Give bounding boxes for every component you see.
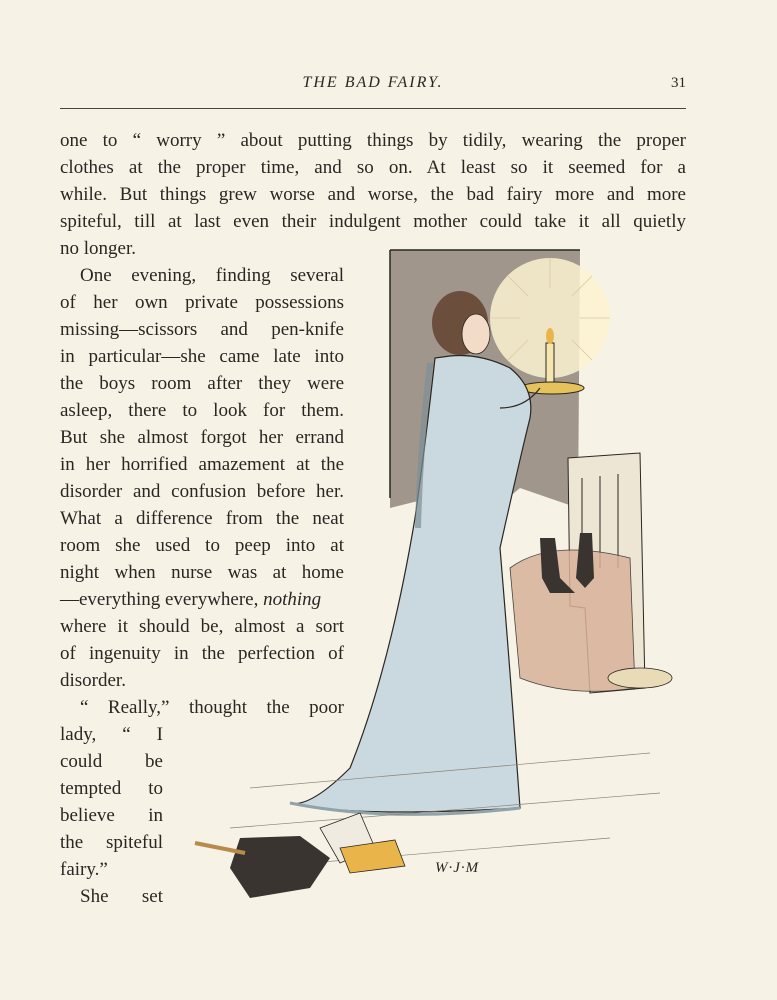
illustration-drawing (190, 248, 680, 923)
text-line: of her own private possessions (60, 292, 344, 313)
text-line: disorder and confusion before her. (60, 481, 344, 502)
candlestick (520, 382, 584, 394)
text-line: the boys room after they were (60, 373, 344, 394)
face (462, 314, 490, 354)
running-title: THE BAD FAIRY. (302, 74, 444, 91)
text-line: the spiteful (60, 832, 163, 853)
text-line: lady, “ I (60, 724, 163, 745)
text-line: could be (60, 751, 163, 772)
text-line: missing—scissors and pen-knife (60, 319, 344, 340)
text-line: room she used to peep into at (60, 535, 344, 556)
text-line: of ingenuity in the perfection of (60, 643, 344, 664)
header-rule (60, 108, 686, 109)
palette (608, 668, 672, 688)
text-line: while. But things grew worse and worse, the bad fairy more and more (60, 184, 686, 205)
text-line: spiteful, till at last even their indulgent mother could take it all quietly (60, 211, 686, 232)
page-number: 31 (671, 75, 686, 91)
text-line: where it should be, almost a sort (60, 616, 344, 637)
boots-on-floor (230, 836, 330, 898)
running-head (60, 72, 686, 96)
emphasis-text: nothing (263, 589, 322, 610)
text-line: tempted to (60, 778, 163, 799)
text-line: One evening, finding several (80, 265, 344, 286)
artist-signature: W·J·M (435, 860, 480, 876)
text-line: disorder. (60, 670, 126, 691)
draped-cloth (510, 550, 635, 691)
text-line: But she almost forgot her errand (60, 427, 344, 448)
text-line: She set (80, 886, 163, 907)
text-line: “ Really,” thought the poor (80, 697, 344, 718)
text-line: asleep, there to look for them. (60, 400, 344, 421)
flame (546, 328, 554, 344)
text-line: in particular—she came late into (60, 346, 344, 367)
illustration (190, 248, 680, 923)
text-line: no longer. (60, 238, 136, 259)
text-line: in her horrified amazement at the (60, 454, 344, 475)
text-segment: —everything everywhere, (60, 589, 259, 610)
candle (546, 343, 554, 383)
text-line: believe in (60, 805, 163, 826)
text-line: night when nurse was at home (60, 562, 344, 583)
text-line: What a difference from the neat (60, 508, 344, 529)
text-line: one to “ worry ” about putting things by tidily, wearing the proper (60, 130, 686, 151)
text-line: fairy.” (60, 859, 108, 880)
text-line: clothes at the proper time, and so on. At least so it seemed for a (60, 157, 686, 178)
